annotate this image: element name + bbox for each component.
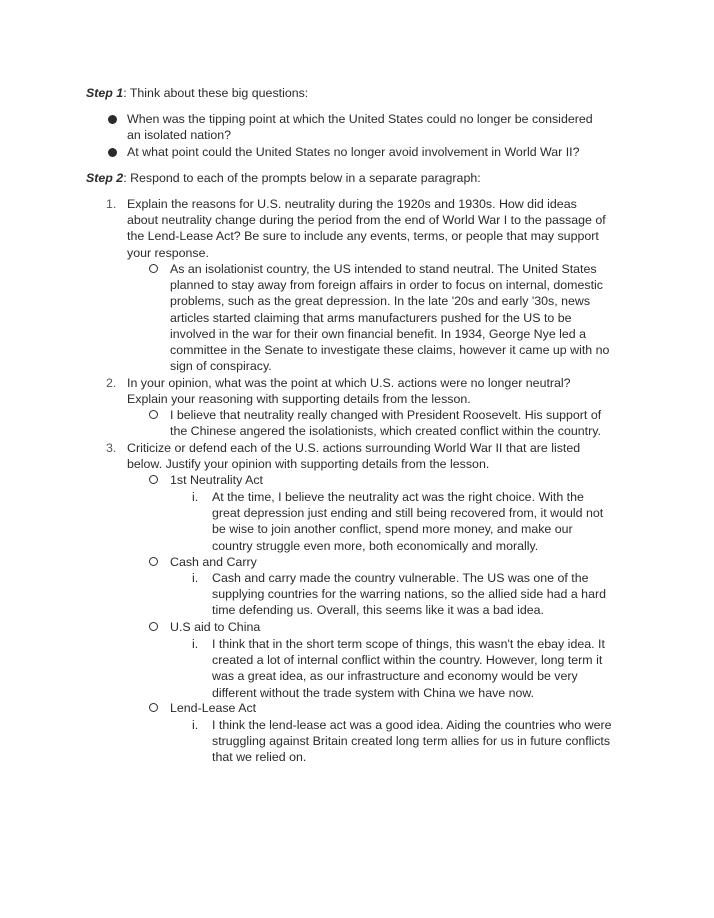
item-title: Lend-Lease Act [170, 701, 257, 715]
answer-line: As an isolationist country, the US intended to stand neutral. The United States [170, 262, 597, 276]
roman-numeral: i. [192, 571, 199, 585]
answer-line: time defending us. Overall, this seems like it was a bad idea. [212, 603, 544, 618]
item-answer [212, 570, 662, 619]
answer-line: great depression just ending and still being recovered from, it would not [212, 506, 604, 521]
item-title: U.S aid to China [170, 620, 261, 634]
prompt-line: In your opinion, what was the point at which U.S. actions were no longer neutral? [127, 376, 571, 390]
answer-line: country struggle even more, both economically and morally. [212, 538, 539, 553]
prompt-line: Criticize or defend each of the U.S. actions surrounding World War II that are listed [127, 441, 581, 455]
circle-bullet-icon [149, 622, 158, 631]
item-answer [212, 489, 662, 554]
prompt-2-answer [170, 407, 660, 439]
answer-line: Cash and carry made the country vulnerable. The US was one of the [212, 571, 589, 585]
item-title: Cash and Carry [170, 555, 257, 569]
circle-bullet-icon [149, 703, 158, 712]
answer-line: At the time, I believe the neutrality act was the right choice. With the [212, 490, 584, 504]
prompt-line: Explain the reasons for U.S. neutrality during the 1920s and 1930s. How did ideas [127, 197, 577, 211]
circle-bullet-icon [149, 264, 158, 273]
answer-line: was a great idea, as our infrastructure and economy would be very [212, 669, 578, 684]
answer-line: involved in the war for their own financial benefit. In 1934, George Nye led a [170, 326, 587, 341]
answer-line: committee in the Senate to investigate these claims, however it came up with no [170, 343, 610, 358]
prompt-line: Explain your reasoning with supporting details from the lesson. [127, 392, 471, 407]
answer-line: articles started claiming that arms manufacturers pushed for the US to be [170, 310, 572, 325]
answer-line: be wise to join another conflict, spend more money, and make our [212, 522, 573, 537]
bullet-line: At what point could the United States no longer avoid involvement in World War II? [127, 145, 580, 159]
answer-line: different without the trade system with China we have now. [212, 685, 535, 700]
prompt-line: your response. [127, 245, 209, 260]
prompt-1-answer [170, 261, 660, 374]
circle-bullet-icon [149, 557, 158, 566]
answer-line: problems, such as the great depression. In the late '20s and early '30s, news [170, 294, 591, 309]
circle-bullet-icon [149, 410, 158, 419]
answer-line: the Chinese angered the isolationists, which created conflict within the country. [170, 424, 601, 439]
bullet-icon [108, 148, 117, 157]
answer-line: planned to stay away from foreign affairs in order to focus on internal, domestic [170, 278, 603, 293]
prompt-line: below. Justify your opinion with supporting details from the lesson. [127, 457, 490, 472]
item-title: 1st Neutrality Act [170, 473, 263, 487]
prompt-number: 3. [106, 441, 117, 455]
answer-line: I think that in the short term scope of things, this wasn't the ebay idea. It [212, 637, 605, 651]
prompt-1-text [127, 196, 667, 261]
prompt-line: the Lend-Lease Act? Be sure to include any events, terms, or people that may support [127, 229, 599, 244]
prompt-number: 2. [106, 376, 117, 390]
item-answer [212, 717, 662, 766]
roman-numeral: i. [192, 490, 199, 504]
item-answer [212, 636, 662, 701]
bullet-item-2 [127, 144, 667, 160]
answer-line: I believe that neutrality really changed with President Roosevelt. His support of [170, 408, 602, 422]
step2-text: : Respond to each of the prompts below in a separate paragraph: [123, 171, 481, 185]
step1-label: Step 1 [86, 86, 124, 100]
prompt-line: about neutrality change during the period from the end of World War I to the passage of [127, 213, 606, 228]
answer-line: sign of conspiracy. [170, 359, 272, 374]
prompt-2-text [127, 375, 667, 407]
circle-bullet-icon [149, 475, 158, 484]
bullet-line: When was the tipping point at which the United States could no longer be considered [127, 112, 593, 126]
bullet-line: an isolated nation? [127, 128, 232, 143]
step1-heading [86, 85, 666, 101]
step2-label: Step 2 [86, 171, 124, 185]
answer-line: I think the lend-lease act was a good idea. Aiding the countries who were [212, 718, 612, 732]
step2-heading [86, 170, 666, 186]
bullet-item-1 [127, 111, 667, 143]
prompt-number: 1. [106, 197, 117, 211]
answer-line: supplying countries for the warring nations, so the allied side had a hard [212, 587, 606, 602]
answer-line: struggling against Britain created long term allies for us in future conflicts [212, 734, 611, 749]
roman-numeral: i. [192, 718, 199, 732]
prompt-3-text [127, 440, 667, 472]
answer-line: created a lot of internal conflict within the country. However, long term it [212, 653, 603, 668]
roman-numeral: i. [192, 637, 199, 651]
answer-line: that we relied on. [212, 750, 307, 765]
bullet-icon [108, 115, 117, 124]
step1-text: : Think about these big questions: [123, 86, 309, 100]
